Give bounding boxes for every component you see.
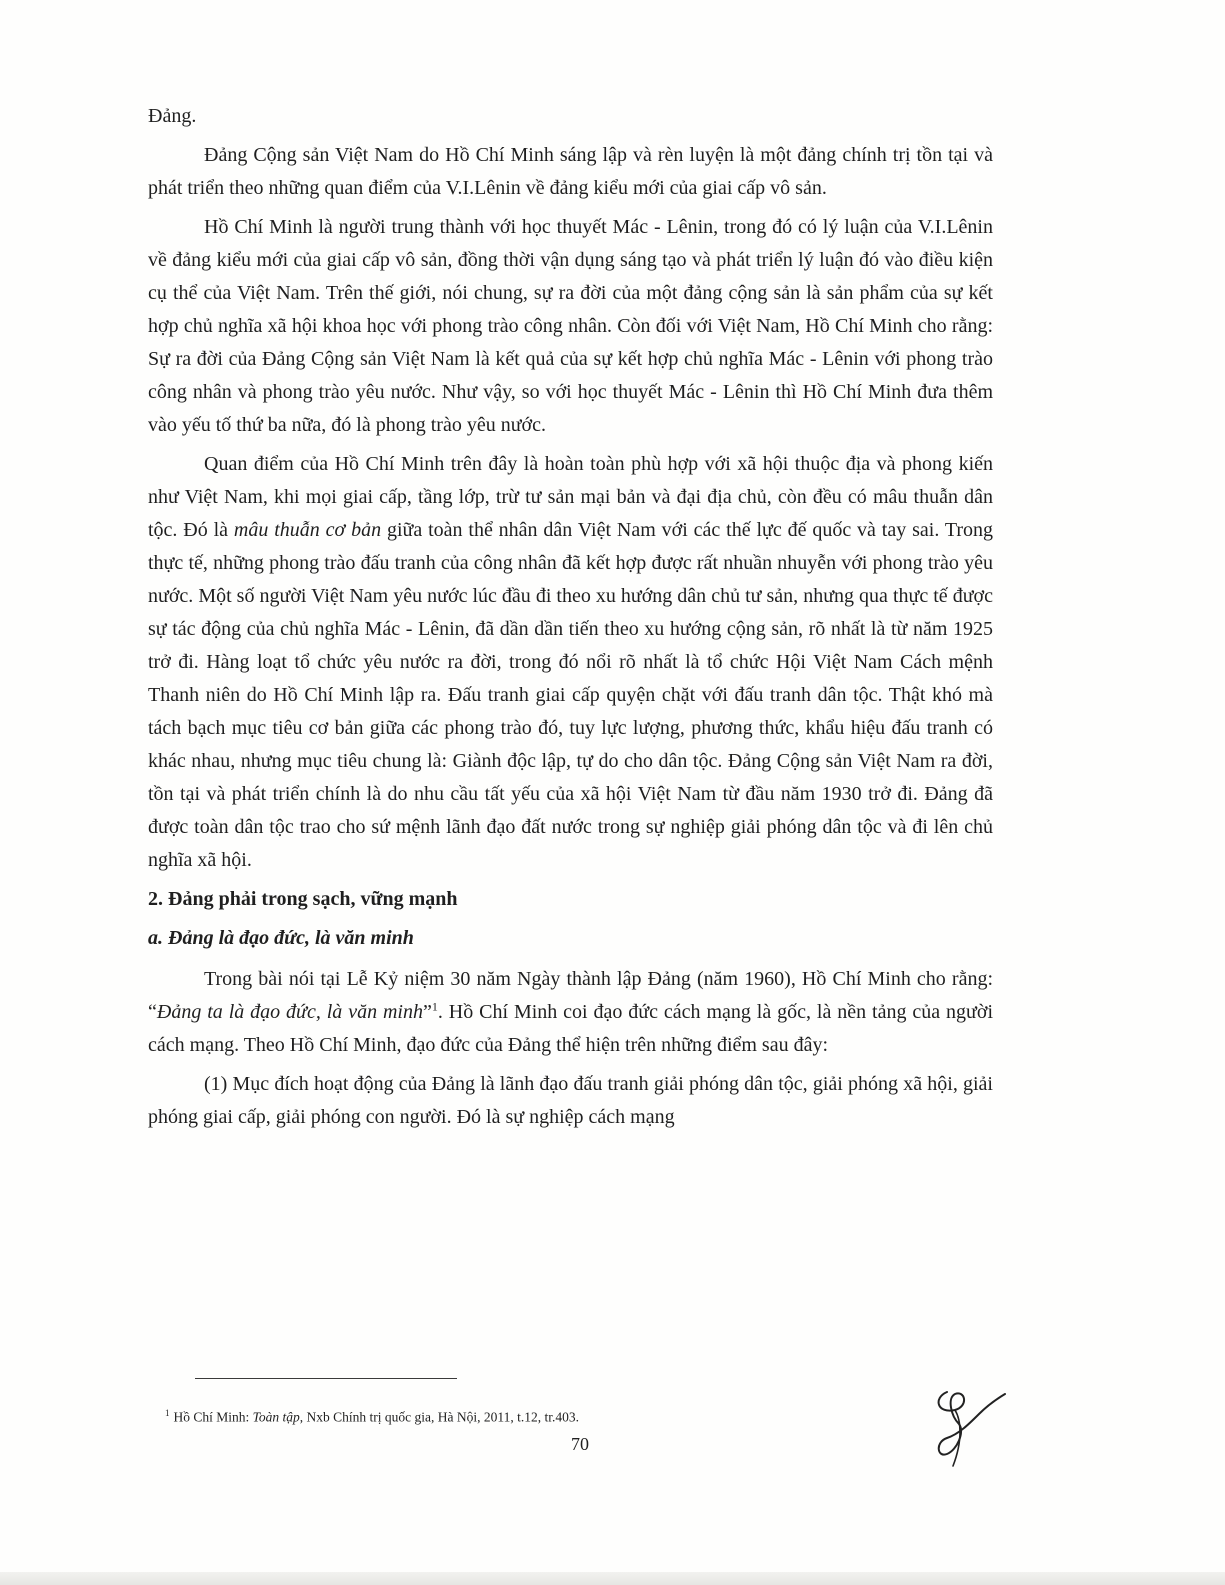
quote-close: ” xyxy=(423,1001,432,1023)
footnote-mark: 1 xyxy=(165,1408,170,1418)
footnote-reference[interactable]: 1 xyxy=(431,999,438,1014)
footnote-title: Toàn tập xyxy=(252,1409,300,1425)
paragraph: (1) Mục đích hoạt động của Đảng là lãnh đạo đấu tranh giải phóng dân tộc, giải phóng xã hội, giải phóng giai cấp, giải phóng con người. Đó là sự nghiệp cách mạng xyxy=(148,1073,993,1128)
section-heading: 2. Đảng phải trong sạch, vững mạnh xyxy=(148,888,458,910)
emphasis-text: mâu thuẫn cơ bản xyxy=(233,519,382,541)
footnote-details: , Nxb Chính trị quốc gia, Hà Nội, 2011, t.12, tr.403. xyxy=(299,1409,580,1425)
paragraph-text: . Hồ Chí Minh coi đạo đức cách mạng là gốc, là nền tảng của người cách mạng. Theo Hồ Chí Minh, đạo đức của Đảng thể hiện trên những điểm sau đây: xyxy=(148,1001,993,1056)
paragraph: Đảng Cộng sản Việt Nam do Hồ Chí Minh sáng lập và rèn luyện là một đảng chính trị tồn tại và phát triển theo những quan điểm của V.I.Lênin về đảng kiểu mới của giai cấp vô sản. xyxy=(148,144,993,199)
paragraph: Hồ Chí Minh là người trung thành với học thuyết Mác - Lênin, trong đó có lý luận của V.I.Lênin về đảng kiểu mới của giai cấp vô sản, đồng thời vận dụng sáng tạo và phát triển lý luận đó vào điều kiện cụ thể của Việt Nam. Trên thế giới, nói chung, sự ra đời của một đảng cộng sản là sản phẩm của sự kết hợp chủ nghĩa xã hội khoa học với phong trào công nhân. Còn đối với Việt Nam, Hồ Chí Minh cho rằng: Sự ra đời của Đảng Cộng sản Việt Nam là kết quả của sự kết hợp chủ nghĩa Mác - Lênin với phong trào công nhân và phong trào yêu nước. Như vậy, so với học thuyết Mác - Lênin thì Hồ Chí Minh đưa thêm vào yếu tố thứ ba nữa, đó là phong trào yêu nước. xyxy=(148,216,993,436)
paragraph-text: Trong bài nói tại Lễ Kỷ niệm 30 năm Ngày thành lập Đảng (năm 1960), Hồ Chí Minh cho rằng: “ xyxy=(148,968,993,1023)
paragraph-text: giữa toàn thể nhân dân Việt Nam với các thế lực đế quốc và tay sai. Trong thực tế, những phong trào đấu tranh của công nhân đã kết hợp được rất nhuần nhuyễn với phong trào yêu nước. Một số người Việt Nam yêu nước lúc đầu đi theo xu hướng dân chủ tư sản, nhưng qua thực tế được sự tác động của chủ nghĩa Mác - Lênin, đã dần dần tiến theo xu hướng cộng sản, rõ nhất là từ năm 1925 trở đi. Hàng loạt tổ chức yêu nước ra đời, trong đó nổi rõ nhất là tổ chức Hội Việt Nam Cách mệnh Thanh niên do Hồ Chí Minh lập ra. Đấu tranh giai cấp quyện chặt với đấu tranh dân tộc. Thật khó mà tách bạch mục tiêu cơ bản giữa các phong trào đó, tuy lực lượng, phương thức, khẩu hiệu đấu tranh có khác nhau, nhưng mục tiêu chung là: Giành độc lập, tự do cho dân tộc. Đảng Cộng sản Việt Nam ra đời, tồn tại và phát triển chính là do nhu cầu tất yếu của xã hội Việt Nam từ đầu năm 1930 trở đi. Đảng đã được toàn dân tộc trao cho sứ mệnh lãnh đạo đất nước trong sự nghiệp giải phóng dân tộc và đi lên chủ nghĩa xã hội. xyxy=(148,519,993,871)
paragraph xyxy=(148,963,993,1062)
quote-text: Đảng ta là đạo đức, là văn minh xyxy=(156,1001,423,1023)
footnote xyxy=(165,1404,865,1427)
paragraph xyxy=(148,448,993,877)
footnote-author: Hồ Chí Minh: xyxy=(173,1409,253,1425)
subsection-heading: a. Đảng là đạo đức, là văn minh xyxy=(148,927,414,949)
page-number: 70 xyxy=(571,1434,589,1454)
handwritten-signature xyxy=(925,1380,1010,1475)
lead-fragment: Đảng. xyxy=(148,105,197,127)
scan-edge xyxy=(0,1572,1225,1585)
footnote-divider xyxy=(195,1378,457,1379)
body-text xyxy=(148,100,993,1140)
paragraph-text: Quan điểm của Hồ Chí Minh trên đây là hoàn toàn phù hợp với xã hội thuộc địa và phong kiến như Việt Nam, khi mọi giai cấp, tầng lớp, trừ tư sản mại bản và đại địa chủ, còn đều có mâu thuẫn dân tộc. Đó là xyxy=(148,453,993,541)
